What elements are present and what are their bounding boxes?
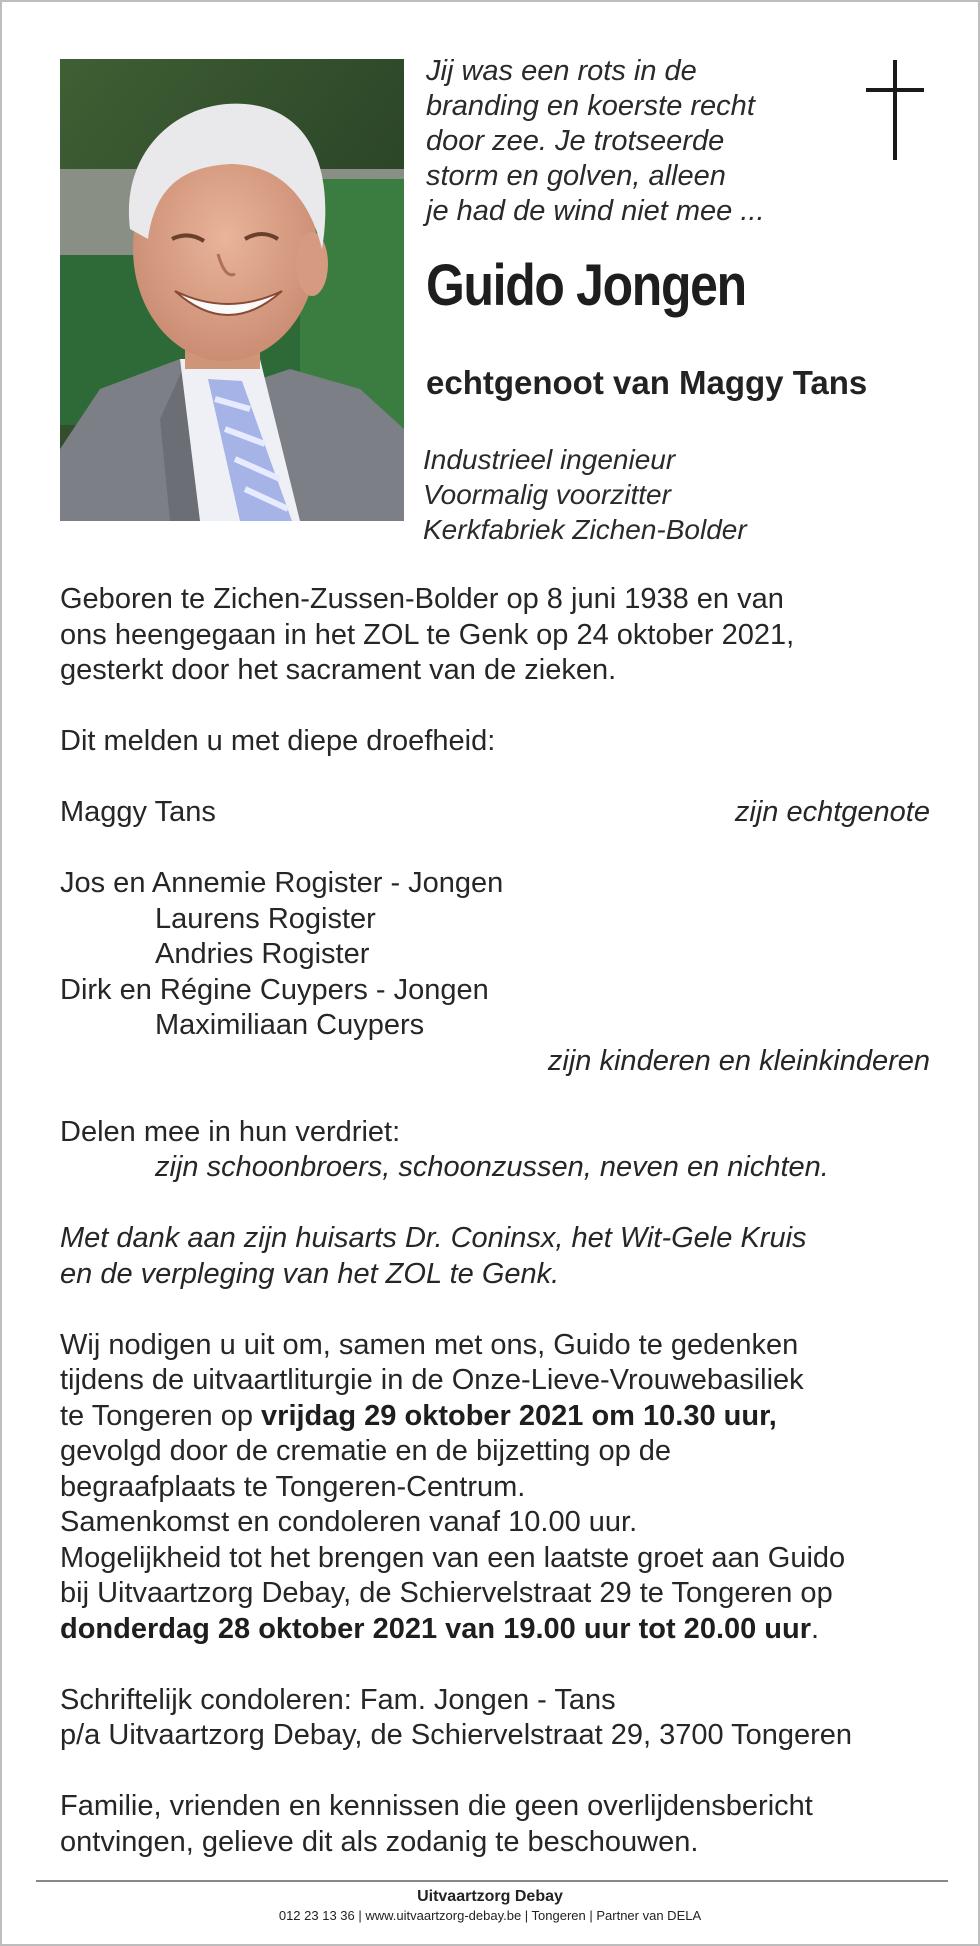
widow-role: zijn echtgenote (734, 796, 930, 828)
family-role: zijn kinderen en kleinkinderen (547, 1044, 930, 1077)
condolence-line: Schriftelijk condoleren: Fam. Jongen - Tans (60, 1683, 616, 1716)
funeral-home-contact: 012 23 13 36 | www.uitvaartzorg-debay.be | Tongeren | Partner van DELA (278, 1908, 702, 1923)
announcement: Dit melden u met diepe droefheid: (60, 725, 496, 757)
invite-line: Samenkomst en condoleren vanaf 10.00 uur. (60, 1506, 638, 1538)
invite-line (60, 1399, 930, 1435)
condolence-line: p/a Uitvaartzorg Debay, de Schiervelstraat 29, 3700 Tongeren (60, 1719, 853, 1751)
invite-line: gevolgd door de crematie en de bijzetting op de (60, 1435, 672, 1467)
invite-line: Mogelijkheid tot het brengen van een laatste groet aan Guido (60, 1541, 846, 1574)
deceased-name: Guido Jongen (426, 253, 746, 318)
condolence-paragraph (60, 1683, 930, 1754)
invite-line: bij Uitvaartzorg Debay, de Schiervelstraat 29 te Tongeren op (60, 1577, 833, 1609)
thanks-line: Met dank aan zijn huisarts Dr. Coninsx, het Wit-Gele Kruis (60, 1222, 807, 1254)
share-line: Delen mee in hun verdriet: (60, 1115, 401, 1148)
invite-line (60, 1612, 930, 1648)
closing-paragraph (60, 1789, 930, 1860)
footer-divider (36, 1880, 948, 1882)
invite-line: Wij nodigen u uit om, samen met ons, Guido te gedenken (60, 1328, 799, 1361)
invite-text: te Tongeren op (60, 1399, 262, 1432)
birth-paragraph (60, 582, 930, 689)
closing-line: ontvingen, gelieve dit als zodanig te beschouwen. (60, 1825, 699, 1858)
invite-text: . (811, 1612, 820, 1645)
birth-line: Geboren te Zichen-Zussen-Bolder op 8 juni 1938 en van (60, 583, 784, 615)
title-line: Voormalig voorzitter (423, 479, 671, 510)
spouse-line: echtgenoot van Maggy Tans (426, 364, 868, 401)
widow-name: Maggy Tans (60, 796, 216, 828)
share-paragraph (60, 1115, 930, 1186)
birth-line: gesterkt door het sacrament van de zieken. (60, 654, 617, 686)
family-member: Dirk en Régine Cuypers - Jongen (60, 973, 489, 1006)
obituary-text (60, 582, 930, 1860)
birth-line: ons heengegaan in het ZOL te Genk op 24 oktober 2021, (60, 618, 795, 651)
funeral-datetime: vrijdag 29 oktober 2021 om 10.30 uur, (261, 1399, 777, 1432)
closing-line: Familie, vrienden en kennissen die geen overlijdensbericht (60, 1790, 813, 1822)
viewing-datetime: donderdag 28 oktober 2021 van 19.00 uur tot 20.00 uur (60, 1612, 812, 1645)
title-line: Industrieel ingenieur (423, 444, 676, 475)
latin-cross-icon (866, 60, 924, 160)
share-line: zijn schoonbroers, schoonzussen, neven en nichten. (155, 1151, 829, 1183)
memorial-poem: Jij was een rots in de branding en koerste recht door zee. Je trotseerde storm en golven, alleen je had de wind niet mee ... (426, 55, 765, 227)
title-line: Kerkfabriek Zichen-Bolder (423, 514, 747, 545)
family-member: Andries Rogister (155, 938, 370, 970)
thanks-line: en de verpleging van het ZOL te Genk. (60, 1257, 560, 1290)
portrait-photo (60, 59, 404, 521)
family-member: Maximiliaan Cuypers (155, 1009, 425, 1041)
family-member: Jos en Annemie Rogister - Jongen (60, 867, 504, 899)
funeral-home-name: Uitvaartzorg Debay (417, 1888, 563, 1905)
family-list (60, 866, 930, 1079)
invite-line: tijdens de uitvaartliturgie in de Onze-Lieve-Vrouwebasiliek (60, 1364, 804, 1396)
widow-row (60, 795, 930, 831)
professional-titles (423, 442, 747, 547)
invitation-paragraph (60, 1328, 930, 1648)
thanks-paragraph (60, 1221, 930, 1292)
invite-line: begraafplaats te Tongeren-Centrum. (60, 1470, 526, 1503)
family-member: Laurens Rogister (155, 902, 376, 935)
